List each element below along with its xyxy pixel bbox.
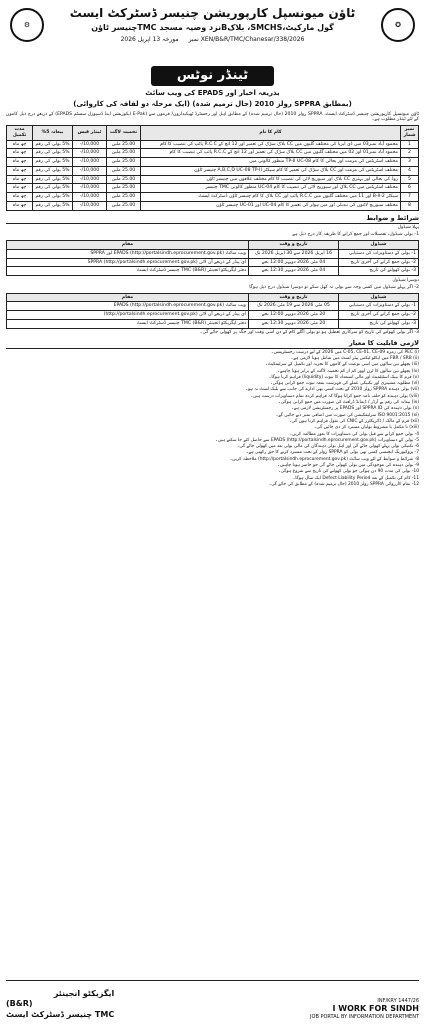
condition-item: (ix) بیعانہ کی رقم پے آرڈر / ڈیمانڈ ڈرافٹ کی صورت میں جمع کرانی ہوگی۔ <box>278 400 419 406</box>
works-body <box>7 140 419 210</box>
col-period: مدت تکمیل <box>7 126 33 140</box>
schedule-event: 1- بولی کے دستاویزات کی دستیابی <box>339 302 419 311</box>
condition-item: 10- بولی کی مدت 90 دن ہوگی جو بولی کھولنے کی تاریخ سے شروع ہوگی۔ <box>278 469 419 475</box>
work-cost: 25.00 ملین <box>107 149 141 158</box>
terms-heading: شرائط و ضوابط <box>6 214 419 224</box>
work-earnest: 5% بولی کی رقم <box>33 140 73 149</box>
work-earnest: 5% بولی کی رقم <box>33 193 73 202</box>
s2-col-place: مقام <box>7 293 249 302</box>
schedule-time: 04 مئی 2026 دوپہر 12:00 بجے <box>249 258 339 267</box>
col-cost: تخمینہ لاگت <box>107 126 141 140</box>
schedule1-row <box>7 258 419 267</box>
signature-org: TMC چنیسر ڈسٹرکٹ ایسٹ <box>6 1009 115 1019</box>
holiday-note: 3- اگر بولی کھولنے کی تاریخ کو سرکاری تعطیل ہو تو بولی اگلے کام کے دن اسی وقت اور جگہ پر کھولی جائے گی۔ <box>199 330 419 335</box>
works-row <box>7 158 419 167</box>
condition-item: (vii) بولی دہندہ SPPRA رولز 2010 کے تحت کسی بھی ادارے کی جانب سے بلیک لسٹ نہ ہو۔ <box>245 387 419 393</box>
condition-item: 5- بولی کے دستاویزات EPADS (http://portalsindh.eprocurement.gov.pk) سے حاصل کئے جا سکتے ہیں۔ <box>215 437 419 443</box>
works-row <box>7 140 419 149</box>
info-block <box>310 998 419 1020</box>
schedule-event: 2- بولی جمع کرانے کی آخری تاریخ <box>339 311 419 320</box>
inf-number: INF/KRY 1447/26 <box>377 998 419 1005</box>
schedule2-row <box>7 311 419 320</box>
work-name: روڈ کی بحالی اور بہتری CC بلاک اور سیوریج لائن کی تنصیب کا کام مختلف علاقوں میں چنیسر ٹاؤن <box>141 175 401 184</box>
condition-item: (xi) ISO 9001:2015 سرٹیفکیشن کی صورت میں اضافی نمبر دیے جائیں گے۔ <box>275 412 419 418</box>
header <box>6 6 419 64</box>
work-name: مختلف اسٹریٹس کی مرمت اور بحالی کا کام TP-II UC-08 منظور کالونی میں <box>141 158 401 167</box>
tmc-logo: ✪ <box>381 8 415 42</box>
schedule1-label: پہلا شیڈول <box>397 225 419 231</box>
work-period: چھ ماہ <box>7 140 33 149</box>
schedule-time: 04 مئی 2026 دوپہر 12:30 بجے <box>249 267 339 276</box>
works-row <box>7 201 419 210</box>
schedule-place: ویب سائٹ EPADS (http://portalsindh.eprocurement.gov.pk) <box>7 302 249 311</box>
footer <box>6 980 419 1020</box>
schedule1-note: 1- بولی شیڈول، تفصیلات اور جمع کرانے کا طریقہ کار درج ذیل ہے <box>292 232 419 238</box>
work-fee: 10,000/- <box>73 158 107 167</box>
work-period: چھ ماہ <box>7 158 33 167</box>
work-serial: 2 <box>401 149 419 158</box>
schedule2-row <box>7 319 419 328</box>
schedule-time: 16 اپریل 2026 سے 30 اپریل 2026 تک <box>249 249 339 258</box>
reference-date: مورخہ 13 اپریل 2026 <box>120 36 179 43</box>
schedule-event: 1- بولی کے دستاویزات کی دستیابی <box>339 249 419 258</box>
work-name: مختلف اسٹریٹس کی مرمت اور CC بلاک سڑک کی تعمیر کا کام سیکٹر A,B,C,D UC-08 TP-II چنیسر ٹاؤن <box>141 166 401 175</box>
condition-item: 7- پروکیورنگ ایجنسی کسی بھی بولی کو SPPRA رولز کے تحت مسترد کرنے کا حق رکھتی ہے۔ <box>245 450 419 456</box>
org-title: ٹاؤن میونسپل کارپوریشن چنیسر ڈسٹرکٹ ایسٹ <box>69 6 356 20</box>
works-row <box>7 166 419 175</box>
schedule2-label: دوسرا شیڈول <box>392 277 419 283</box>
work-serial: 4 <box>401 166 419 175</box>
schedule-event: 3- بولی کھولنے کی تاریخ <box>339 267 419 276</box>
work-serial: 1 <box>401 140 419 149</box>
works-row <box>7 184 419 193</box>
condition-item: 6- تکنیکی بولی پہلے کھولی جائے گی اور اہل بولی دہندگان کی مالی بولی بعد میں کھولی جائے گی۔ <box>236 444 419 450</box>
work-name: مختلف سیوریج لائنوں کی تبدیلی اور مین ہولز کی تعمیر کا کام UC-04 اور UC-01 چنیسر ٹاؤن <box>141 201 401 210</box>
condition-item: (v) فرم کا بینک اسٹیٹمنٹ اور مالی استعداد کا ثبوت (liquidity) فراہم کرنا ہوگا۔ <box>268 374 419 380</box>
schedule1-body <box>7 249 419 275</box>
work-fee: 10,000/- <box>73 193 107 202</box>
works-row <box>7 193 419 202</box>
condition-item: (x) بولی دہندہ کی SPPRA ID اور EPADS پر رجسٹریشن لازمی ہے۔ <box>291 406 419 412</box>
condition-item: (i) PEC کی زمرہ C-05، CE-01، CE-09 میں 2026 کے لیے درست رجسٹریشن۔ <box>271 349 419 355</box>
work-name: سیکٹر 2-B-II اور 11 میں مختلف گلیوں میں R.C.C پائپ اور CC بلاک کا کام چنیسر ٹاؤن ڈسٹرکٹ ایسٹ <box>141 193 401 202</box>
schedule-event: 2- بولی جمع کرانے کی آخری تاریخ <box>339 258 419 267</box>
s1-col-place: مقام <box>7 241 249 250</box>
work-period: چھ ماہ <box>7 193 33 202</box>
schedule-time: 20 مئی 2026 دوپہر 12:00 بجے <box>249 311 339 320</box>
work-period: چھ ماہ <box>7 166 33 175</box>
condition-item: (viii) بولی دہندہ کو حلف نامہ جمع کرانا ہوگا کہ فراہم کردہ تمام دستاویزات درست ہیں۔ <box>250 393 419 399</box>
work-name: مختلف اسٹریٹس میں CC بلاک اور سیوریج لائن کی تنصیب کا کام UC-04 منظور کالونی TMC چنیسر <box>141 184 401 193</box>
work-earnest: 5% بولی کی رقم <box>33 175 73 184</box>
work-period: چھ ماہ <box>7 149 33 158</box>
notice-medium: بذریعہ اخبار اور EPADS کی ویب سائٹ <box>145 89 280 98</box>
works-row <box>7 175 419 184</box>
signature-branch: (B&R) <box>6 999 33 1009</box>
condition-item: (vi) مطلوبہ مشینری اور تکنیکی عملے کی فہرست بمعہ ثبوت جمع کرانی ہوگی۔ <box>270 381 419 387</box>
work-earnest: 5% بولی کی رقم <box>33 149 73 158</box>
schedule2-note: 2- اگر پہلے شیڈول میں کسی وجہ سے بولی نہ کھل سکے تو دوسرا شیڈول درج ذیل ہوگا <box>249 284 419 290</box>
s1-col-event: شیڈول <box>339 241 419 250</box>
schedule1-header-row <box>7 241 419 250</box>
schedule-time: 05 مئی 2026 سے 19 مئی 2026 تک <box>249 302 339 311</box>
signature-block <box>6 989 114 1020</box>
work-fee: 10,000/- <box>73 201 107 210</box>
condition-item: 11- کام کی تکمیل کے بعد Defect Liability Period ایک سال ہوگا۔ <box>292 475 419 481</box>
work-name: محمود آباد نمبر03 میں ڈی ایریا کی مختلف گلیوں میں CC بلاک سڑک کی تعمیر اور 12 انچ کے R.C.C پائپ کی تنصیب کا کام <box>141 140 401 149</box>
work-cost: 25.00 ملین <box>107 193 141 202</box>
work-serial: 7 <box>401 193 419 202</box>
work-fee: 10,000/- <box>73 140 107 149</box>
work-period: چھ ماہ <box>7 184 33 193</box>
work-fee: 10,000/- <box>73 175 107 184</box>
work-serial: 5 <box>401 175 419 184</box>
work-period: چھ ماہ <box>7 175 33 184</box>
condition-item: 8- شرائط و ضوابط کے لئے ویب سائٹ (http://portalsindh.eprocurement.gov.pk) ملاحظہ کریں۔ <box>229 456 419 462</box>
schedule-place: ویب سائٹ EPADS (http://portalsindh.eprocurement.gov.pk) اور SPPRA <box>7 249 249 258</box>
org-address: گول مارکیٹ،SMCHS، بلاکBنزد وصیہ مسجد TMCچنیسر ٹاؤن <box>91 23 334 32</box>
s2-col-event: شیڈول <box>339 293 419 302</box>
work-cost: 25.00 ملین <box>107 166 141 175</box>
condition-item: (iv) پچھلے تین سالوں کا ٹرن اوور کم از کم تخمینہ لاگت کے برابر ہونا چاہیے۔ <box>277 368 419 374</box>
signature-title: ایگزیکٹو انجینئر <box>53 988 115 998</box>
works-header-row <box>7 126 419 140</box>
schedule1-row <box>7 249 419 258</box>
condition-item: 4- بولی جمع کرانے سے قبل بولی کی دستاویزات کا بغور مطالعہ کریں۔ <box>289 431 419 437</box>
tender-notice-banner: ٹینڈر نوٹس <box>151 66 274 86</box>
schedule2-row <box>7 302 419 311</box>
work-serial: 3 <box>401 158 419 167</box>
work-earnest: 5% بولی کی رقم <box>33 166 73 175</box>
works-table <box>6 125 419 210</box>
schedule-place: ای پیڈز کے ذریعے آن لائن (http://portalsindh.eprocurement.gov.pk) <box>7 311 249 320</box>
work-serial: 6 <box>401 184 419 193</box>
work-earnest: 5% بولی کی رقم <box>33 158 73 167</box>
work-name: محمود آباد نمبر01 اور 02 میں مختلف گلیوں میں CC بلاک سڑک کی تعمیر اور 12 انچ کے R.C.C پائپ کی تنصیب کا کام <box>141 149 401 158</box>
works-row <box>7 149 419 158</box>
condition-item: (xii) فرم کے مالک / ڈائریکٹرز کے CNIC کی نقول فراہم کرنا ہوں گی۔ <box>288 418 419 424</box>
schedule-place: ای پیڈز کے ذریعے آن لائن SPPRA (http://portalsindh.eprocurement.gov.pk) <box>7 258 249 267</box>
banner-wrap <box>6 66 419 86</box>
schedule-place: دفتر ایگزیکٹو انجینئر (B&R) TMC چنیسر ڈسٹرکٹ ایسٹ <box>7 319 249 328</box>
work-earnest: 5% بولی کی رقم <box>33 201 73 210</box>
s2-col-time: تاریخ و وقت <box>249 293 339 302</box>
sindh-logo: ⚙ <box>10 8 44 42</box>
s1-col-time: تاریخ و وقت <box>249 241 339 250</box>
schedule-place: دفتر ایگزیکٹو انجینئر (B&R) TMC چنیسر ڈسٹرکٹ ایسٹ <box>7 267 249 276</box>
condition-item: (iii) پچھلے تین سالوں میں اسی نوعیت کے کاموں کا تجربہ اور تکمیل کے سرٹیفکیٹ۔ <box>265 362 419 368</box>
job-portal-text: JOB PORTAL BY INFORMATION DEPARTMENT <box>310 1014 419 1020</box>
schedule-event: 3- بولی کھولنے کی تاریخ <box>339 319 419 328</box>
work-fee: 10,000/- <box>73 149 107 158</box>
schedule2-table <box>6 293 419 329</box>
schedule-time: 20 مئی 2026 دوپہر 12:30 بجے <box>249 319 339 328</box>
condition-item: (ii) FBR / SRB میں ایکٹو ٹیکس پیئر لسٹ میں شامل ہونا لازمی ہے۔ <box>290 355 419 361</box>
intro-paragraph: ٹاؤن میونسپل کارپوریشن چنیسر ڈسٹرکٹ ایسٹ، SPPRA رولز 2010 (حال ترمیم شدہ) کے مطابق اہل اور رجسٹرڈ ٹھیکیداروں/ فرموں سے (E-Pak ایکوزیشن اینڈ ڈسپوزل سسٹم EPADS) کے ذریعے درج ذیل کاموں کے لئے ٹینڈر مطلوب ہے۔ <box>6 111 420 123</box>
work-cost: 25.00 ملین <box>107 184 141 193</box>
col-fee: ٹینڈر فیس <box>73 126 107 140</box>
work-period: چھ ماہ <box>7 201 33 210</box>
reference-number: نمبر XEN/B&R/TMC/Chanesar/338/2026 <box>188 36 305 43</box>
schedule2-body <box>7 302 419 328</box>
notice-rules: (بمطابق SPPRA رولز 2010 (حال ترمیم شدہ) (ایک مرحلہ دو لفافہ کی کاروائی) <box>73 100 352 108</box>
work-cost: 25.00 ملین <box>107 201 141 210</box>
conditions-list <box>6 350 419 488</box>
schedule2-header-row <box>7 293 419 302</box>
col-work-name: کام کا نام <box>141 126 401 140</box>
work-for-sindh-logo: I WORK FOR SINDH <box>332 1004 419 1014</box>
schedule1-row <box>7 267 419 276</box>
eligibility-heading: لازمی قابلیت کا معیار <box>6 339 419 349</box>
condition-item: 9- بولی دہندہ کی موجودگی میں بولی کھولی جائے گی جو حاضر ہونا چاہیں۔ <box>277 463 419 468</box>
col-earnest: بیعانہ 5% <box>33 126 73 140</box>
work-fee: 10,000/- <box>73 166 107 175</box>
work-cost: 25.00 ملین <box>107 158 141 167</box>
work-earnest: 5% بولی کی رقم <box>33 184 73 193</box>
schedule1-table <box>6 240 419 276</box>
col-serial: نمبر شمار <box>401 126 419 140</box>
condition-item: 12- تمام کارروائی SPPRA رولز 2010 (حال ترمیم شدہ) کے مطابق کی جائے گی۔ <box>268 481 419 487</box>
condition-item: (xiii) نا مکمل یا مشروط بولیاں مسترد کر دی جائیں گی۔ <box>313 425 419 431</box>
work-fee: 10,000/- <box>73 184 107 193</box>
work-cost: 25.00 ملین <box>107 140 141 149</box>
work-serial: 8 <box>401 201 419 210</box>
reference-line <box>6 36 419 44</box>
work-cost: 25.00 ملین <box>107 175 141 184</box>
